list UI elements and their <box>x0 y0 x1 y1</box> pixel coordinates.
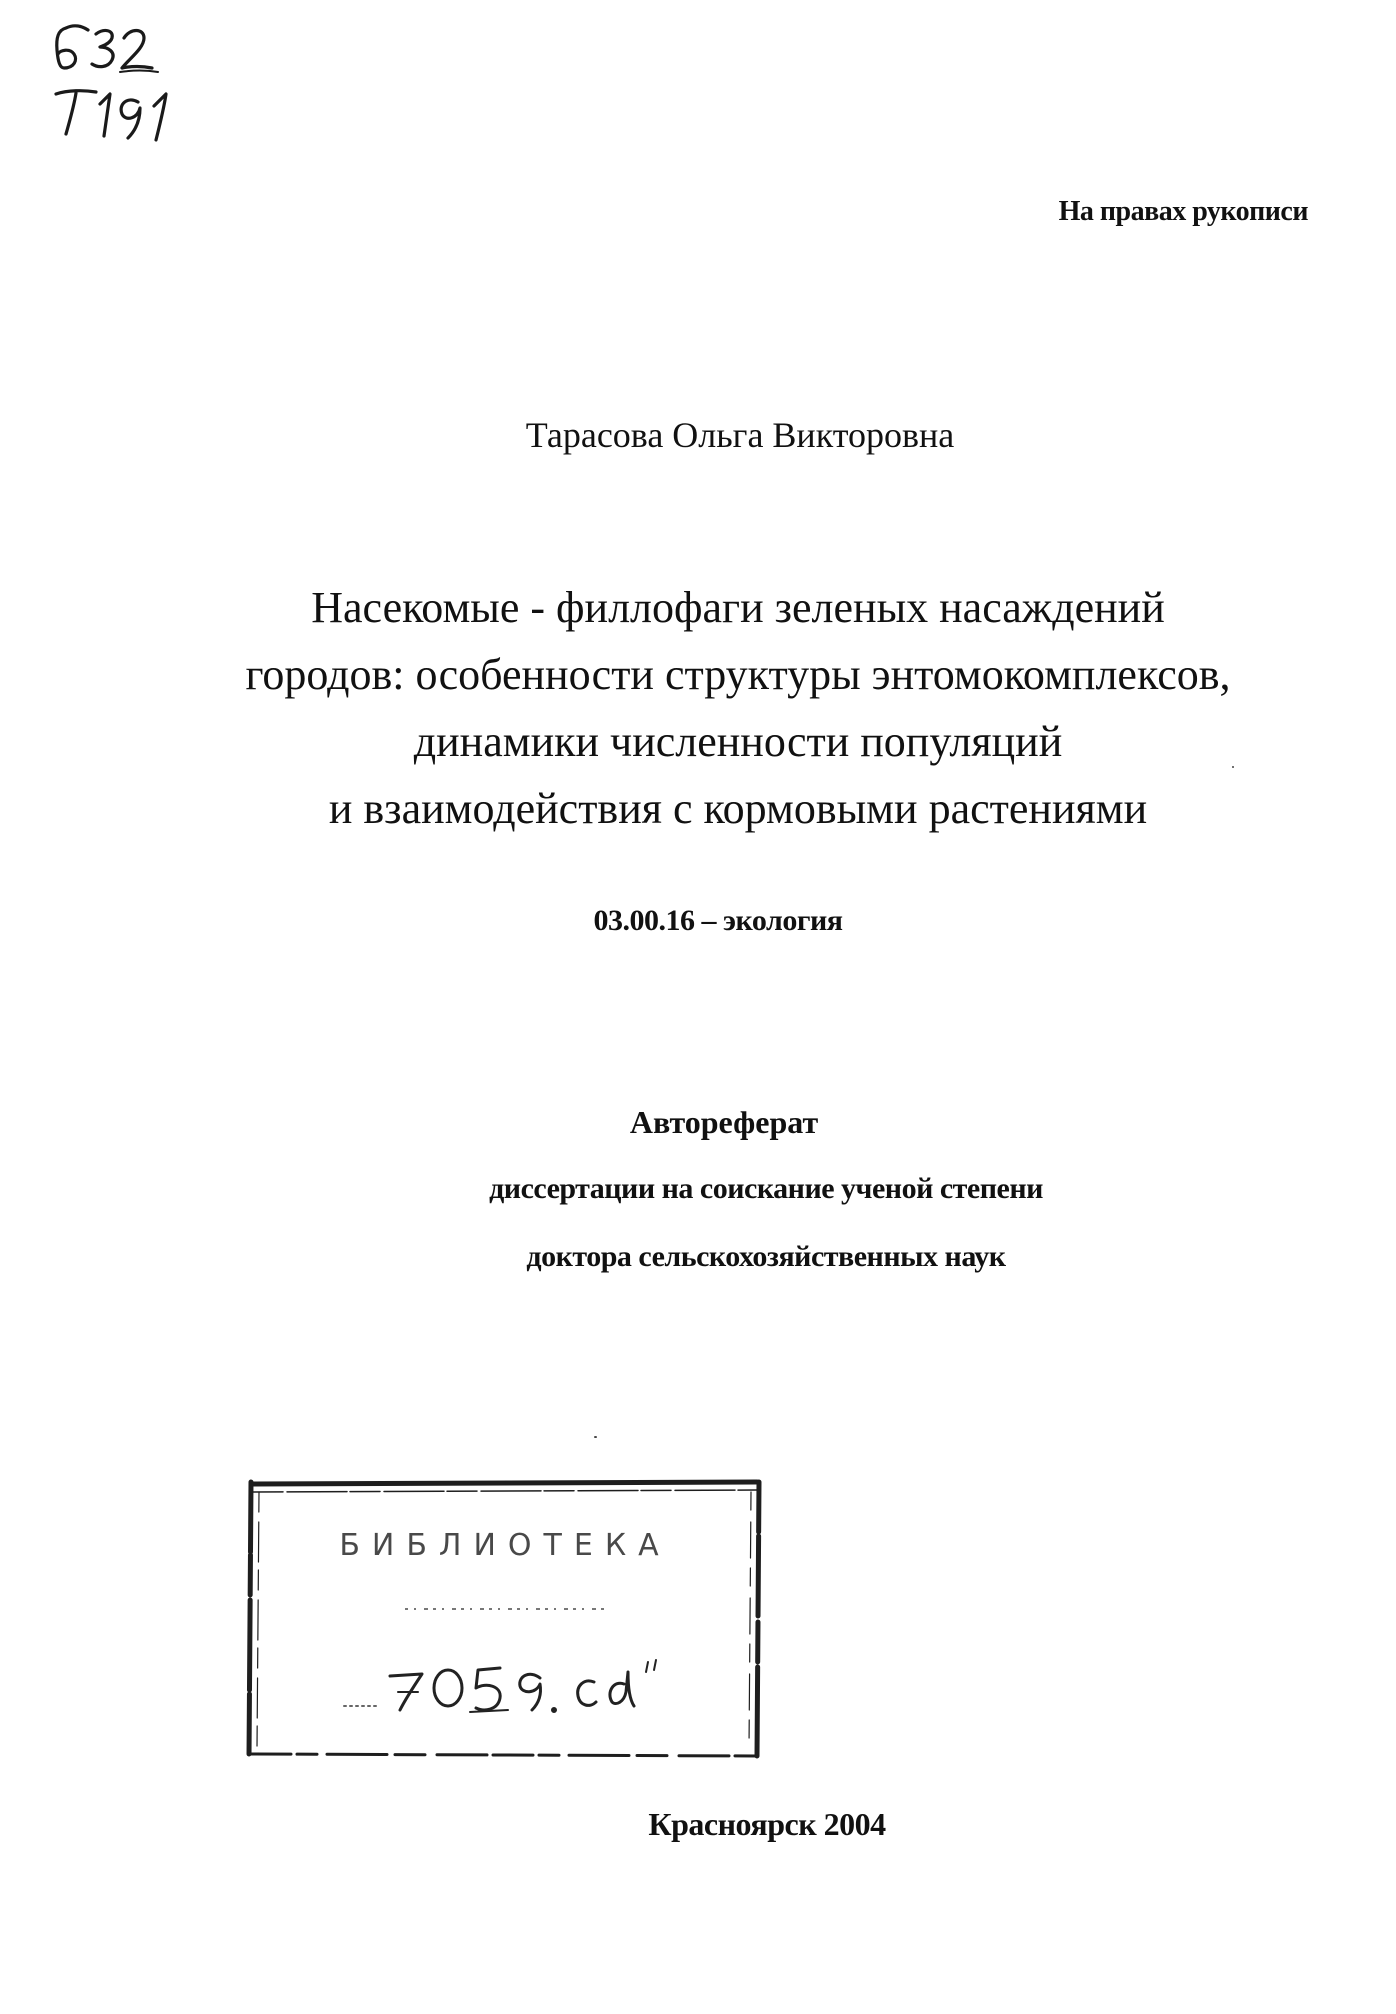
handwritten-stamp-number <box>340 1648 680 1728</box>
rights-note: На правах рукописи <box>1058 196 1308 227</box>
document-type: Автореферат <box>629 1104 819 1140</box>
specialty-code: 03.00.16 – экология <box>593 904 843 937</box>
author-name: Тарасова Ольга Викторовна <box>525 415 955 455</box>
title-line: динамики численности популяций <box>413 717 1063 766</box>
library-stamp <box>245 1478 765 1760</box>
scan-speck <box>594 1436 597 1438</box>
dissertation-title <box>0 574 1396 842</box>
place-and-year: Красноярск 2004 <box>648 1806 886 1842</box>
title-line: городов: особенности структуры энтомокомплексов, <box>245 650 1231 699</box>
stamp-faint-line <box>405 1606 605 1612</box>
stamp-title: БИБЛИОТЕКА <box>339 1528 671 1563</box>
handwritten-shelf-mark <box>48 16 188 146</box>
degree-line: диссертации на соискание ученой степени <box>489 1172 1043 1205</box>
degree-line: доктора сельскохозяйственных наук <box>526 1240 1006 1273</box>
title-line: Насекомые - филлофаги зеленых насаждений <box>311 583 1165 632</box>
title-line: и взаимодействия с кормовыми растениями <box>328 784 1148 833</box>
